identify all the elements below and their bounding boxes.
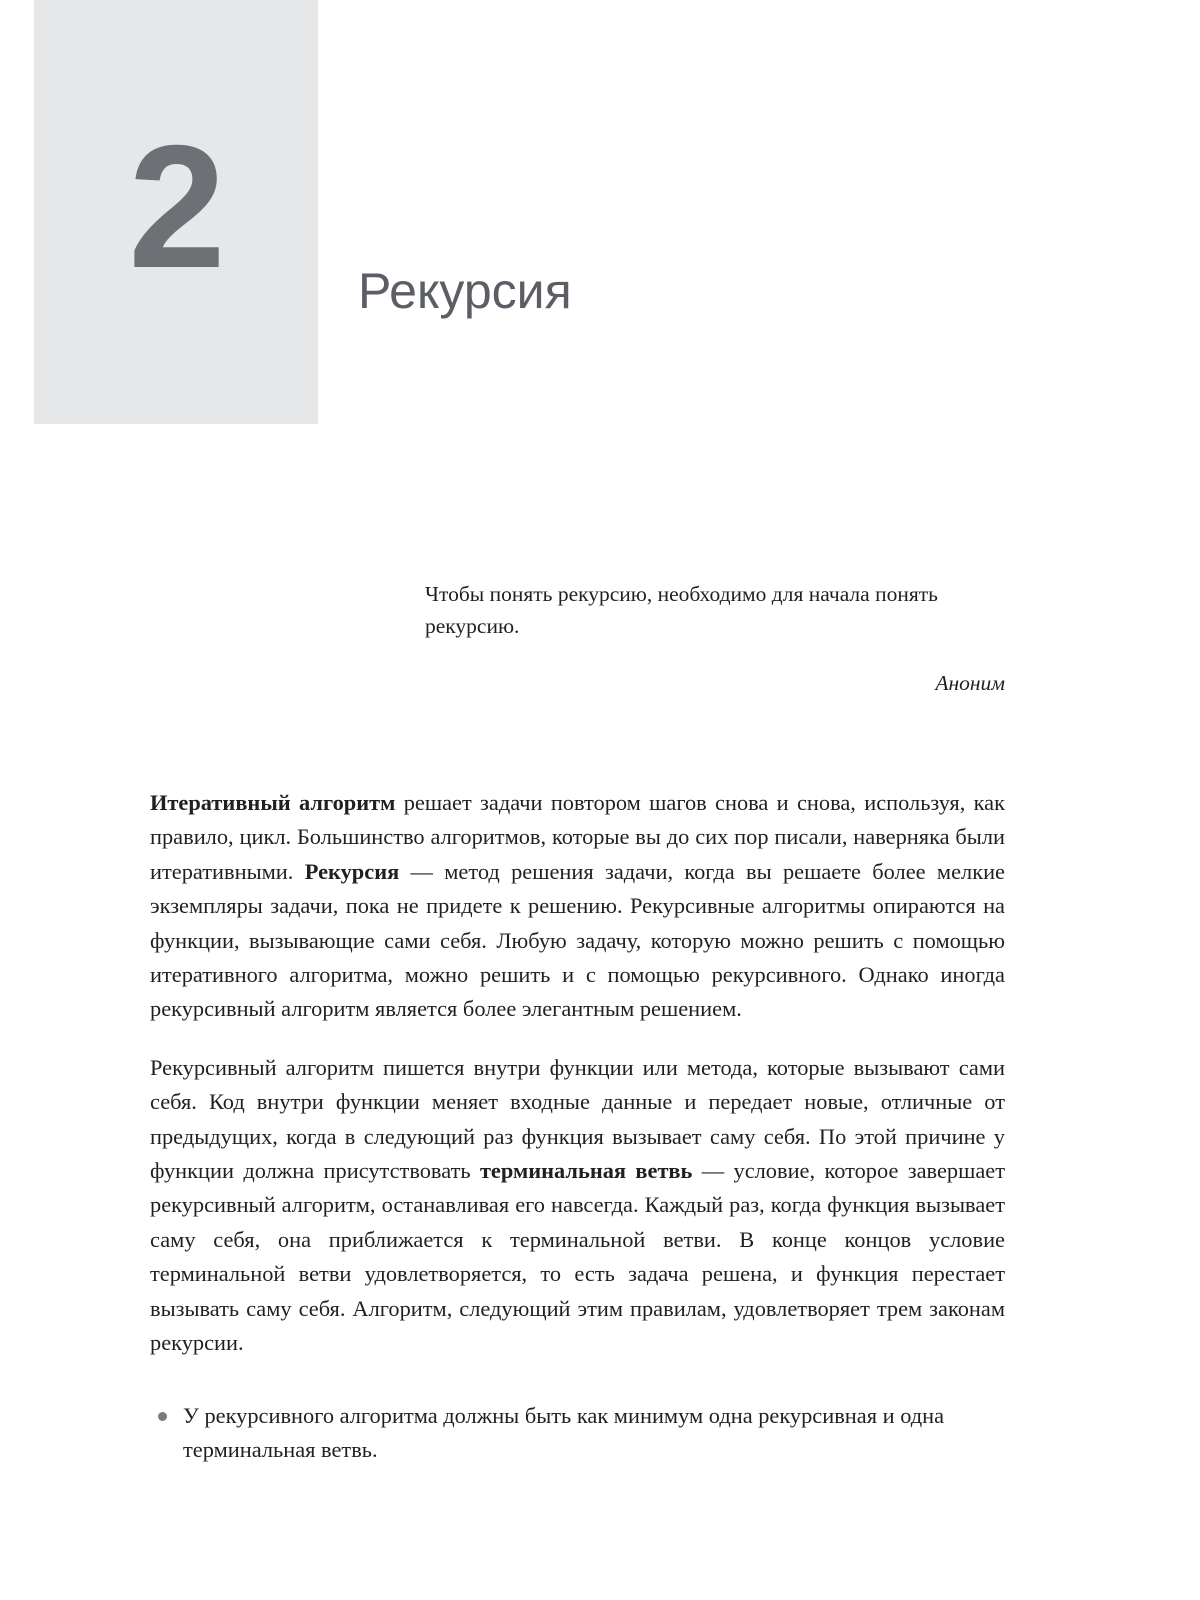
epigraph-text: Чтобы понять рекурсию, необходимо для начала понять рекурсию. — [425, 582, 938, 638]
chapter-header — [0, 0, 1200, 424]
emphasis-term: терминальная ветвь — [479, 1158, 693, 1184]
list-item-label: У рекурсивного алгоритма должны быть как минимум одна рекурсивная и одна терминальная ветвь. — [183, 1402, 945, 1462]
epigraph-attribution: Аноним — [935, 671, 1005, 695]
body-content — [150, 786, 1005, 1477]
paragraph-run: — условие, которое завершает рекурсивный алгоритм, останавливая его навсегда. Каждый раз, когда функция вызывает саму себя, она приближается к терминальной ветви. В конце концов условие терминальной ветви удовлетворяется, то есть задача решена, и функция перестает вызывать саму себя. Алгоритм, следующий этим правилам, удовлетворяет трем законам рекурсии. — [150, 1158, 1005, 1356]
body-paragraph — [150, 786, 1005, 1027]
epigraph — [425, 578, 1005, 698]
chapter-title: Рекурсия — [358, 262, 572, 319]
body-paragraph — [150, 1051, 1005, 1361]
emphasis-term: Рекурсия — [304, 858, 400, 884]
list-item — [150, 1399, 1005, 1468]
paragraph-run: Рекурсивный алгоритм пишется внутри функции или метода, которые вызывают сами себя. Код внутри функции меняет входные данные и передает новые, отличные от предыдущих, когда в следующий раз функция вызывает саму себя. По этой причине у функции должна присутствовать — [150, 1054, 1005, 1184]
bullet-point-icon — [158, 1412, 167, 1421]
chapter-number: 2 — [128, 109, 224, 305]
paragraph-run: решает задачи повтором шагов снова и снова, используя, как правило, цикл. Большинство алгоритмов, которые вы до сих пор писали, наверняка были итеративными. — [150, 790, 1005, 884]
recursion-laws-list — [150, 1399, 1005, 1468]
chapter-number-box — [34, 0, 318, 424]
paragraph-run: — метод решения задачи, когда вы решаете более мелкие экземпляры задачи, пока не придете к решению. Рекурсивные алгоритмы опираются на функции, вызывающие сами себя. Любую задачу, которую можно решить с помощью итеративного алгоритма, можно решить и с помощью рекурсивного. Однако иногда рекурсивный алгоритм является более элегантным решением. — [150, 858, 1005, 1022]
emphasis-term: Итеративный алгоритм — [150, 790, 396, 815]
